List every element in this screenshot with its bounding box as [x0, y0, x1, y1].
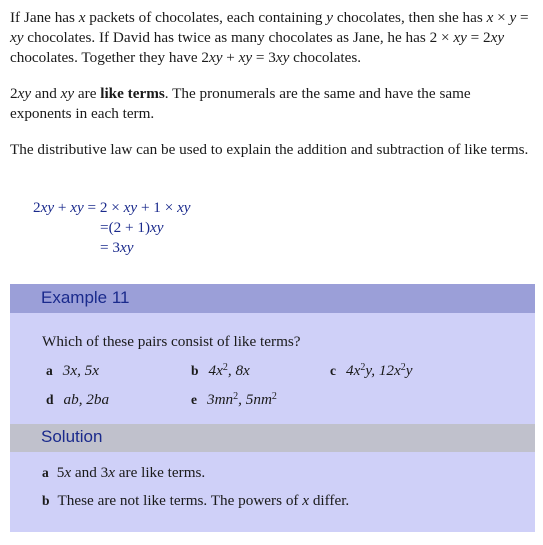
- solution-body: [10, 452, 535, 532]
- example-title: Example 11: [41, 288, 130, 307]
- paragraph-chocolates: If Jane has x packets of chocolates, each containing y chocolates, then she has x × y = xy chocolates. If David has twice as many chocolates as Jane, he has 2 × xy = 2xy chocolates. Together they have 2xy + xy = 3xy chocolates.: [10, 9, 529, 66]
- example-item-a: a 3x, 5x: [46, 362, 100, 379]
- example-body: [10, 313, 535, 424]
- term-like-terms: like terms: [100, 85, 165, 102]
- solution-item-b: b These are not like terms. The powers of x differ.: [42, 492, 350, 509]
- example-item-d: d ab, 2ba: [46, 391, 110, 408]
- example-item-c: c $4x^2y$, $12x^2y$: [330, 362, 413, 379]
- example-header: [10, 284, 535, 313]
- paragraph-distributive-law: The distributive law can be used to explain the addition and subtraction of like terms.: [10, 141, 529, 158]
- example-question: Which of these pairs consist of like terms?: [42, 333, 301, 350]
- solution-header: [10, 424, 535, 452]
- equation-line-2: =(2 + 1)xy: [100, 219, 164, 236]
- paragraph-like-terms: 2xy and xy are like terms. The pronumerals are the same and have the same exponents in each term.: [10, 85, 471, 122]
- equation-line-1: 2xy + xy = 2 × xy + 1 × xy: [33, 199, 191, 216]
- example-item-e: e $3mn^2$, $5nm^2$: [191, 391, 277, 408]
- solution-title: Solution: [41, 427, 103, 446]
- example-item-b: b $4x^2$, 8x: [191, 362, 250, 379]
- solution-item-a: a 5x and 3x are like terms.: [42, 464, 206, 481]
- equation-line-3: = 3xy: [100, 239, 134, 256]
